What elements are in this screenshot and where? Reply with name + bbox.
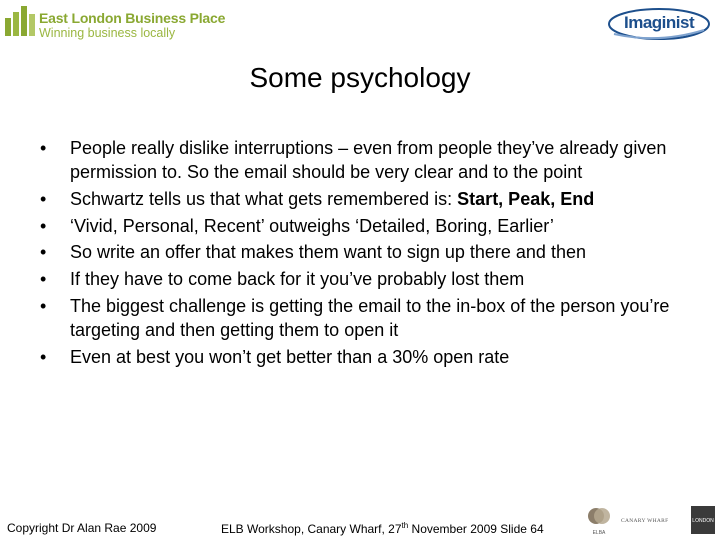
event-date-suffix: th: [401, 521, 409, 530]
bullet-item: [40, 240, 690, 264]
elbp-emblem-icon: [4, 4, 36, 38]
logo-left-title: East London Business Place: [39, 10, 226, 26]
bullet-icon: •: [40, 269, 47, 290]
london-logo-icon: [691, 506, 715, 534]
bullet-text: Even at best you won’t get better than a 30% open rate: [70, 346, 510, 367]
bullet-bold-text: Start, Peak, End: [457, 188, 595, 209]
sponsor-logos-graphic: [585, 504, 717, 538]
imaginist-logo: [606, 4, 712, 44]
bullet-text: People really dislike interruptions – even from people they’ve already given permission to. So the email should be very clear and to the point: [70, 138, 667, 183]
east-london-business-place-logo: [4, 4, 226, 42]
canary-wharf-logo-text: CANARY WHARF: [621, 518, 669, 524]
bullet-icon: •: [40, 188, 47, 209]
bullet-icon: •: [40, 215, 47, 236]
bullet-item: [40, 345, 690, 369]
event-info-text: ELB Workshop, Canary Wharf, 27: [221, 522, 402, 536]
bullet-item: [40, 136, 690, 184]
event-info: [221, 521, 544, 536]
sponsor-logos: [585, 504, 717, 538]
copyright-text: Copyright Dr Alan Rae 2009: [7, 521, 157, 535]
bullet-icon: •: [40, 346, 47, 367]
slide-title: Some psychology: [249, 62, 471, 93]
bullet-item: [40, 187, 690, 211]
bullet-list: [40, 136, 690, 371]
bullet-item: [40, 267, 690, 291]
bullet-text: Schwartz tells us that what gets remembered is:: [70, 188, 458, 209]
bullet-text: So write an offer that makes them want to sign up there and then: [70, 242, 586, 263]
bullet-item: [40, 294, 690, 342]
imaginist-logo-text: Imaginist: [624, 13, 695, 32]
bullet-icon: •: [40, 138, 47, 158]
bullet-text: The biggest challenge is getting the email to the in-box of the person you’re targeting and then getting them to open it: [70, 295, 670, 340]
bullet-text: ‘Vivid, Personal, Recent’ outweighs ‘Detailed, Boring, Earlier’: [70, 215, 554, 236]
london-logo-text: LONDON: [692, 518, 714, 524]
canary-wharf-logo-icon: [621, 518, 668, 524]
elba-logo-text: ELBA: [592, 530, 606, 536]
elba-logo-icon: [588, 508, 610, 536]
bullet-item: [40, 214, 690, 238]
logo-left-tagline: Winning business locally: [39, 26, 176, 40]
bullet-text: If they have to come back for it you’ve probably lost them: [70, 269, 525, 290]
bullet-icon: •: [40, 242, 47, 263]
slide-number-text: November 2009 Slide 64: [408, 522, 544, 536]
bullet-icon: •: [40, 295, 47, 316]
